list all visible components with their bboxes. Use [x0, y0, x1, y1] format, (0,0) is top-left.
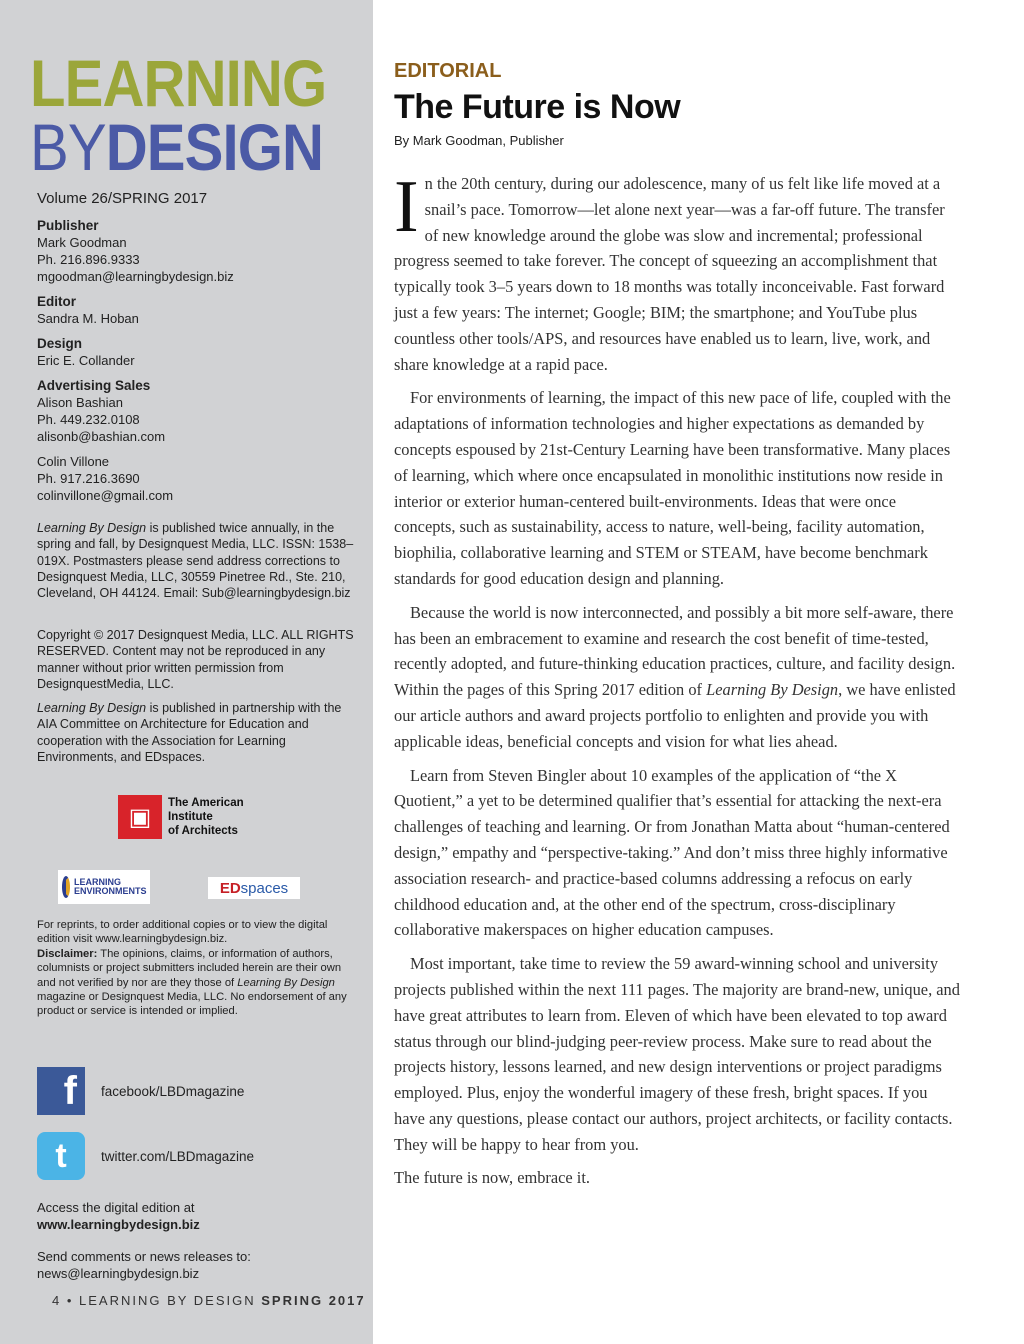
partnership-info: [37, 700, 357, 765]
aia-logo: [118, 795, 244, 839]
publisher-name: Mark Goodman: [37, 235, 127, 250]
editor-block: [37, 293, 357, 327]
send-email[interactable]: news@learningbydesign.biz: [37, 1266, 200, 1281]
logo-design: DESIGN: [105, 110, 324, 184]
le-line-1: LEARNING: [74, 877, 121, 887]
section-label: EDITORIAL: [394, 60, 502, 82]
ads-email-1: alisonb@bashian.com: [37, 429, 166, 444]
paragraph-6: The future is now, embrace it.: [394, 1168, 591, 1188]
learning-environments-icon: [62, 876, 70, 898]
digital-access: [37, 1199, 357, 1233]
aia-emblem-icon: ▣: [118, 795, 162, 839]
aia-line-1: The American: [168, 797, 244, 809]
disclaimer-label: Disclaimer:: [37, 947, 98, 960]
partner-title: Learning By Design: [37, 701, 147, 715]
access-line: Access the digital edition at: [37, 1200, 195, 1215]
paragraph-3: [394, 600, 960, 755]
paragraph-3-a: Because the world is now interconnected, and possibly a bit more self-aware, there has been an embracement to examine and research the cost benefit of time-tested, recently adopted, and future-thinking education practices, culture, and facility design. Within the pages of this Spring 2017 edition of: [394, 602, 956, 700]
learning-environments-logo: [58, 870, 150, 904]
pub-title: Learning By Design: [37, 521, 147, 535]
aia-line-2: Institute: [168, 811, 213, 823]
ads-email-2: colinvillone@gmail.com: [37, 488, 174, 503]
ads-label: Advertising Sales: [37, 378, 151, 393]
twitter-icon[interactable]: t: [37, 1132, 85, 1180]
drop-cap: I: [394, 166, 419, 248]
logo-by-design: [30, 110, 326, 184]
logo-by: BY: [30, 110, 106, 184]
design-name: Eric E. Collander: [37, 353, 135, 368]
twitter-label[interactable]: twitter.com/LBDmagazine: [101, 1148, 255, 1164]
disclaimer-text-2: magazine or Designquest Media, LLC. No endorsement of any product or service is intended or implied.: [37, 991, 347, 1018]
masthead-sidebar: [0, 0, 373, 1344]
paragraph-1: [394, 166, 960, 377]
facebook-label[interactable]: facebook/LBDmagazine: [101, 1083, 245, 1099]
ads-name-2: Colin Villone: [37, 454, 110, 469]
paragraph-1-text: n the 20th century, during our adolescence, many of us felt like life moved at a snail’s pace. Tomorrow—let alone next year—was a far-off future. The transfer of new knowledge around the globe was slow and incremental; professional progress seemed to take forever. The concept of squeezing an accomplishment that typically took 3–5 years down to 18 months was totally inconceivable. Fast forward just a few years: The internet; Google; BIM; the smartphone; and YouTube plus countless other tools/APS, and resources have enabled us to learn, live, work, and share knowledge at a rapid pace.: [394, 174, 945, 374]
ads-block: [37, 377, 357, 504]
editor-label: Editor: [37, 294, 76, 309]
article-title: The Future is Now: [394, 88, 681, 126]
paragraph-4: Learn from Steven Bingler about 10 examples of the application of “the X Quotient,” a yet to be determined qualifier that’s essential for attacking the next-era challenges of teaching and learning. Or from Jonathan Matta about “human-centered design,” empathy and “perspective-taking.” And don’t miss three highly informative association research- and practice-based columns addressing a refocus on early childhood education and, at the other end of the spectrum, cross-disciplinary collaborative makerspaces on higher education campuses.: [394, 765, 950, 940]
copyright-text: Copyright © 2017 Designquest Media, LLC. ALL RIGHTS RESERVED. Content may not be reproduced in any manner without prior written permission from DesignquestMedia, LLC.: [37, 628, 354, 691]
paragraph-2: For environments of learning, the impact of this new pace of life, coupled with the adaptations of information technologies and higher expectations as demanded by concepts espoused by 21st-Century Learning have been transformative. Many places of learning, which where once encapsulated in monolithic institutions now reside in interior or exterior human-centered built-environments. Ideas that were once concepts, such as sustainability, access to nature, well-being, facility automation, biophilia, collaborative learning and STEM or STEAM, have become benchmark standards for good education design and planning.: [394, 388, 951, 588]
editor-name: Sandra M. Hoban: [37, 311, 139, 326]
volume-line: Volume 26/SPRING 2017: [37, 190, 208, 207]
access-url[interactable]: www.learningbydesign.biz: [37, 1217, 200, 1232]
paragraph-3-b: , we have enlisted our article authors and award projects portfolio to enlighten and provide you with applicable ideas, beneficial concepts and vision for what lies ahead.: [394, 680, 956, 751]
edspaces-spaces: spaces: [240, 879, 289, 897]
logo-learning: LEARNING: [30, 46, 327, 120]
edspaces-ed: ED: [219, 879, 241, 897]
magazine-logo: [30, 46, 367, 184]
ads-name-1: Alison Bashian: [37, 395, 123, 410]
paragraph-3-italic: Learning By Design: [706, 680, 839, 700]
aia-line-3: of Architects: [168, 825, 238, 837]
publisher-phone: Ph. 216.896.9333: [37, 252, 140, 267]
le-text: [74, 878, 147, 896]
ads-phone-2: Ph. 917.216.3690: [37, 471, 140, 486]
pub-info-text: is published twice annually, in the spring and fall, by Designquest Media, LLC. ISSN: 1538–019X. Postmasters please send address corrections to Designquest Media, LLC, 30559 Pinetree Rd., Ste. 210, Cleveland, OH 44124. Email: Sub@learningbydesign.biz: [37, 521, 354, 601]
disclaimer-block: [37, 918, 357, 1019]
disclaimer-italic: Learning By Design: [237, 976, 335, 989]
send-comments: [37, 1248, 357, 1282]
aia-name: [168, 796, 244, 838]
facebook-link[interactable]: [37, 1067, 244, 1115]
edspaces-logo: [208, 877, 300, 899]
footer-season: SPRING 2017: [261, 1293, 366, 1308]
article-byline: By Mark Goodman, Publisher: [394, 133, 564, 148]
reprints-text: For reprints, to order additional copies or to view the digital edition visit www.learningbydesign.biz.: [37, 919, 328, 946]
le-line-2: ENVIRONMENTS: [74, 886, 147, 896]
design-block: [37, 335, 357, 369]
paragraph-5: Most important, take time to review the 59 award-winning school and university projects published within the next 111 pages. The majority are brand-new, unique, and have great attributes to learn from. Eleven of which have been elevated to top award status through our blind-judging peer-review process. Make sure to read about the projects history, lessons learned, and new design interventions or project paradigms employed. Plus, enjoy the wonderful imagery of these fresh, bright spaces. If you have any questions, please contact our authors, project architects, or facility contacts. They will be happy to hear from you.: [394, 954, 960, 1154]
footer-page: 4 • LEARNING BY DESIGN: [52, 1293, 262, 1308]
publisher-email: mgoodman@learningbydesign.biz: [37, 269, 234, 284]
partner-info-text: is published in partnership with the AIA Committee on Architecture for Education and cooperation with the Association for Learning Environments, and EDspaces.: [37, 701, 342, 764]
send-line: Send comments or news releases to:: [37, 1249, 251, 1264]
publisher-label: Publisher: [37, 218, 99, 233]
publisher-block: [37, 217, 357, 285]
article-body: [394, 166, 960, 1199]
publication-info: [37, 520, 357, 601]
ads-phone-1: Ph. 449.232.0108: [37, 412, 140, 427]
page-footer: [52, 1293, 366, 1308]
design-label: Design: [37, 336, 83, 351]
twitter-link[interactable]: [37, 1132, 254, 1180]
disclaimer-text-1: The opinions, claims, or information of authors, columnists or project submitters included herein are their own and not verified by nor are they those of: [37, 947, 342, 989]
facebook-icon[interactable]: f: [37, 1067, 85, 1115]
